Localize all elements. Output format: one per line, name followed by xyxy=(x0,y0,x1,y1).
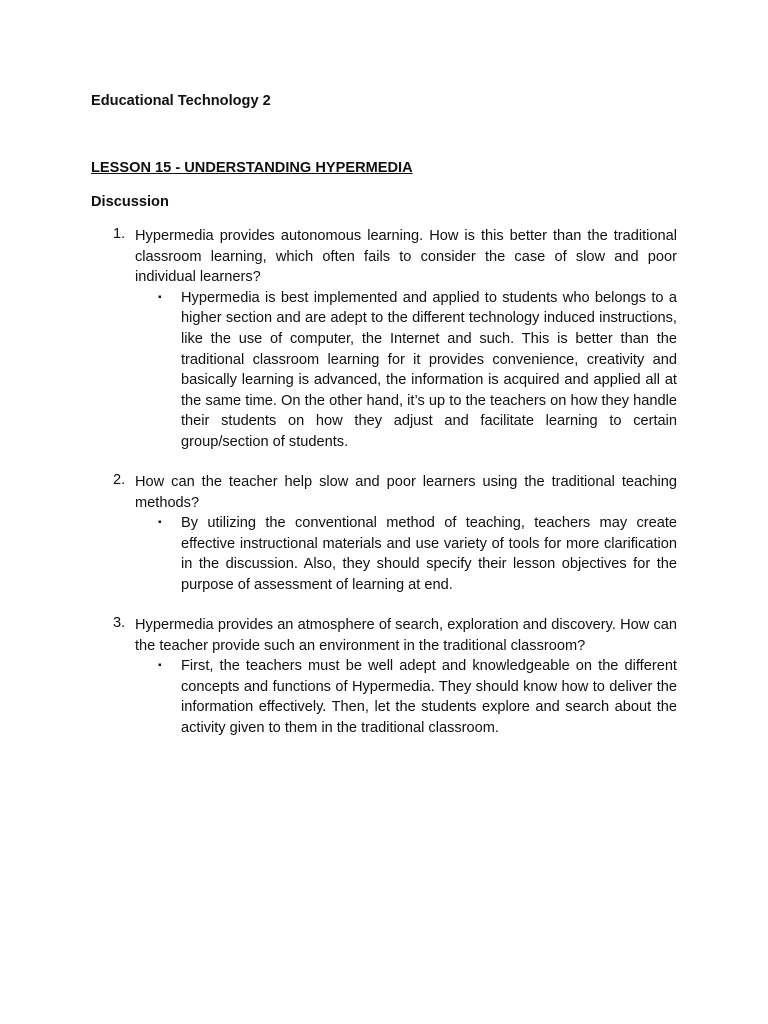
question-number: 2. xyxy=(113,472,126,488)
question-item-3 xyxy=(113,615,677,739)
question-number: 3. xyxy=(113,615,126,631)
question-number: 1. xyxy=(113,226,126,242)
section-heading: Discussion xyxy=(91,194,169,210)
question-text: Hypermedia provides autonomous learning. How is this better than the traditional classroom learning, which often fails to consider the case of slow and poor individual learners? xyxy=(135,228,677,286)
question-item-2 xyxy=(113,472,677,596)
lesson-title: LESSON 15 - UNDERSTANDING HYPERMEDIA xyxy=(91,160,413,176)
course-title: Educational Technology 2 xyxy=(91,93,271,109)
answer-item xyxy=(158,513,677,595)
square-bullet-icon: ▪ xyxy=(158,291,162,303)
answer-text: First, the teachers must be well adept and knowledgeable on the different concepts and functions of Hypermedia. They should know how to deliver the information effectively. Then, let the students explore and search about the activity given to them in the traditional classroom. xyxy=(181,658,677,736)
question-item-1 xyxy=(113,226,677,453)
question-text: How can the teacher help slow and poor learners using the traditional teaching methods? xyxy=(135,474,677,511)
answer-item xyxy=(158,656,677,738)
answer-text: Hypermedia is best implemented and applied to students who belongs to a higher section and are adept to the different technology induced instructions, like the use of computer, the Internet and such. This is better than the traditional classroom learning for it provides convenience, creativity and basically learning is advanced, the information is acquired and applied all at the same time. On the other hand, it’s up to the teachers on how they handle their students on how they adjust and facilitate learning to certain group/section of students. xyxy=(181,289,677,450)
question-text: Hypermedia provides an atmosphere of search, exploration and discovery. How can the teacher provide such an environment in the traditional classroom? xyxy=(135,617,677,654)
answer-item xyxy=(158,288,677,453)
square-bullet-icon: ▪ xyxy=(158,660,162,672)
answer-text: By utilizing the conventional method of teaching, teachers may create effective instructional materials and use variety of tools for more clarification in the discussion. Also, they should specify their lesson objectives for the purpose of assessment of learning at end. xyxy=(181,515,677,593)
square-bullet-icon: ▪ xyxy=(158,517,162,529)
